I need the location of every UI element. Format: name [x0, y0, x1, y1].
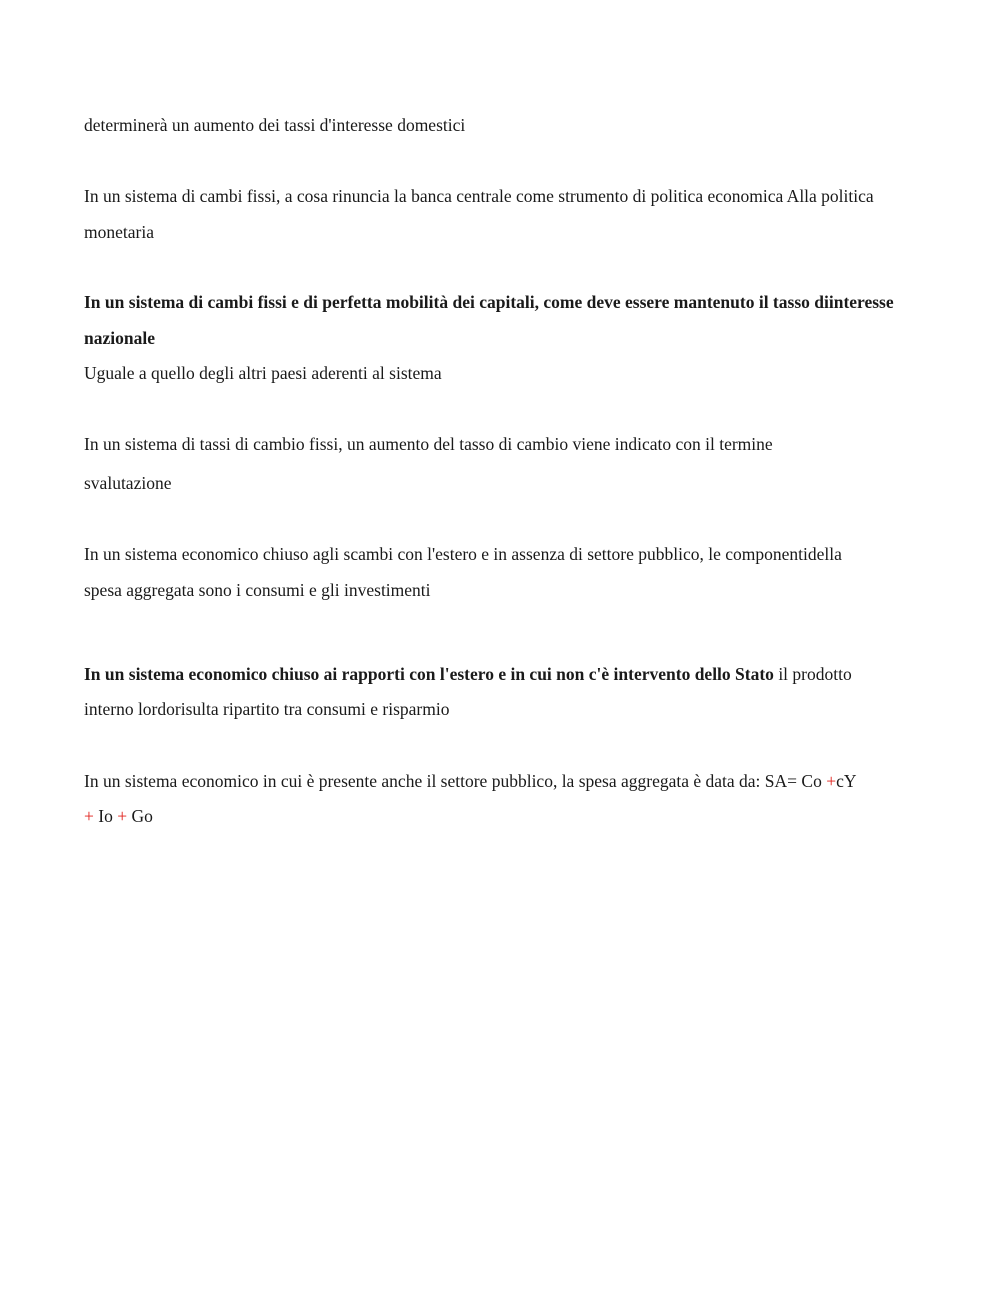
question-bold-text: In un sistema economico chiuso ai rapporti con l'estero e in cui non c'è intervento dello Stato — [84, 664, 774, 684]
answer-text: interno lordorisulta ripartito tra consumi e risparmio — [84, 699, 450, 719]
text-line: determinerà un aumento dei tassi d'interesse domestici — [84, 115, 466, 135]
answer-text: spesa aggregata sono i consumi e gli investimenti — [84, 580, 431, 600]
question-heading: In un sistema di cambi fissi e di perfetta mobilità dei capitali, come deve essere mantenuto il tasso diinteresse — [84, 292, 894, 312]
formula-term: cY — [836, 771, 857, 791]
formula-text: In un sistema economico in cui è presente anche il settore pubblico, la spesa aggregata è data da: SA= Co — [84, 771, 827, 791]
question-text: In un sistema di cambi fissi, a cosa rinuncia la banca centrale come strumento di politica economica Alla politica — [84, 186, 874, 206]
answer-inline-text: il prodotto — [773, 664, 852, 684]
question-text: In un sistema economico chiuso agli scambi con l'estero e in assenza di settore pubblico, le componentidella — [84, 544, 842, 564]
answer-text: Uguale a quello degli altri paesi aderenti al sistema — [84, 363, 442, 383]
formula-term: Io — [93, 806, 118, 826]
plus-sign: + — [826, 771, 837, 791]
answer-text: svalutazione — [84, 473, 172, 493]
question-heading-continued: nazionale — [84, 328, 155, 348]
plus-sign: + — [84, 806, 94, 826]
answer-text: monetaria — [84, 222, 154, 242]
question-line — [84, 663, 852, 685]
plus-sign: + — [117, 806, 128, 826]
question-text: In un sistema di tassi di cambio fissi, un aumento del tasso di cambio viene indicato con il termine — [84, 434, 773, 454]
formula-line — [84, 770, 856, 792]
formula-line-continued — [84, 805, 153, 827]
formula-term: Go — [127, 806, 153, 826]
